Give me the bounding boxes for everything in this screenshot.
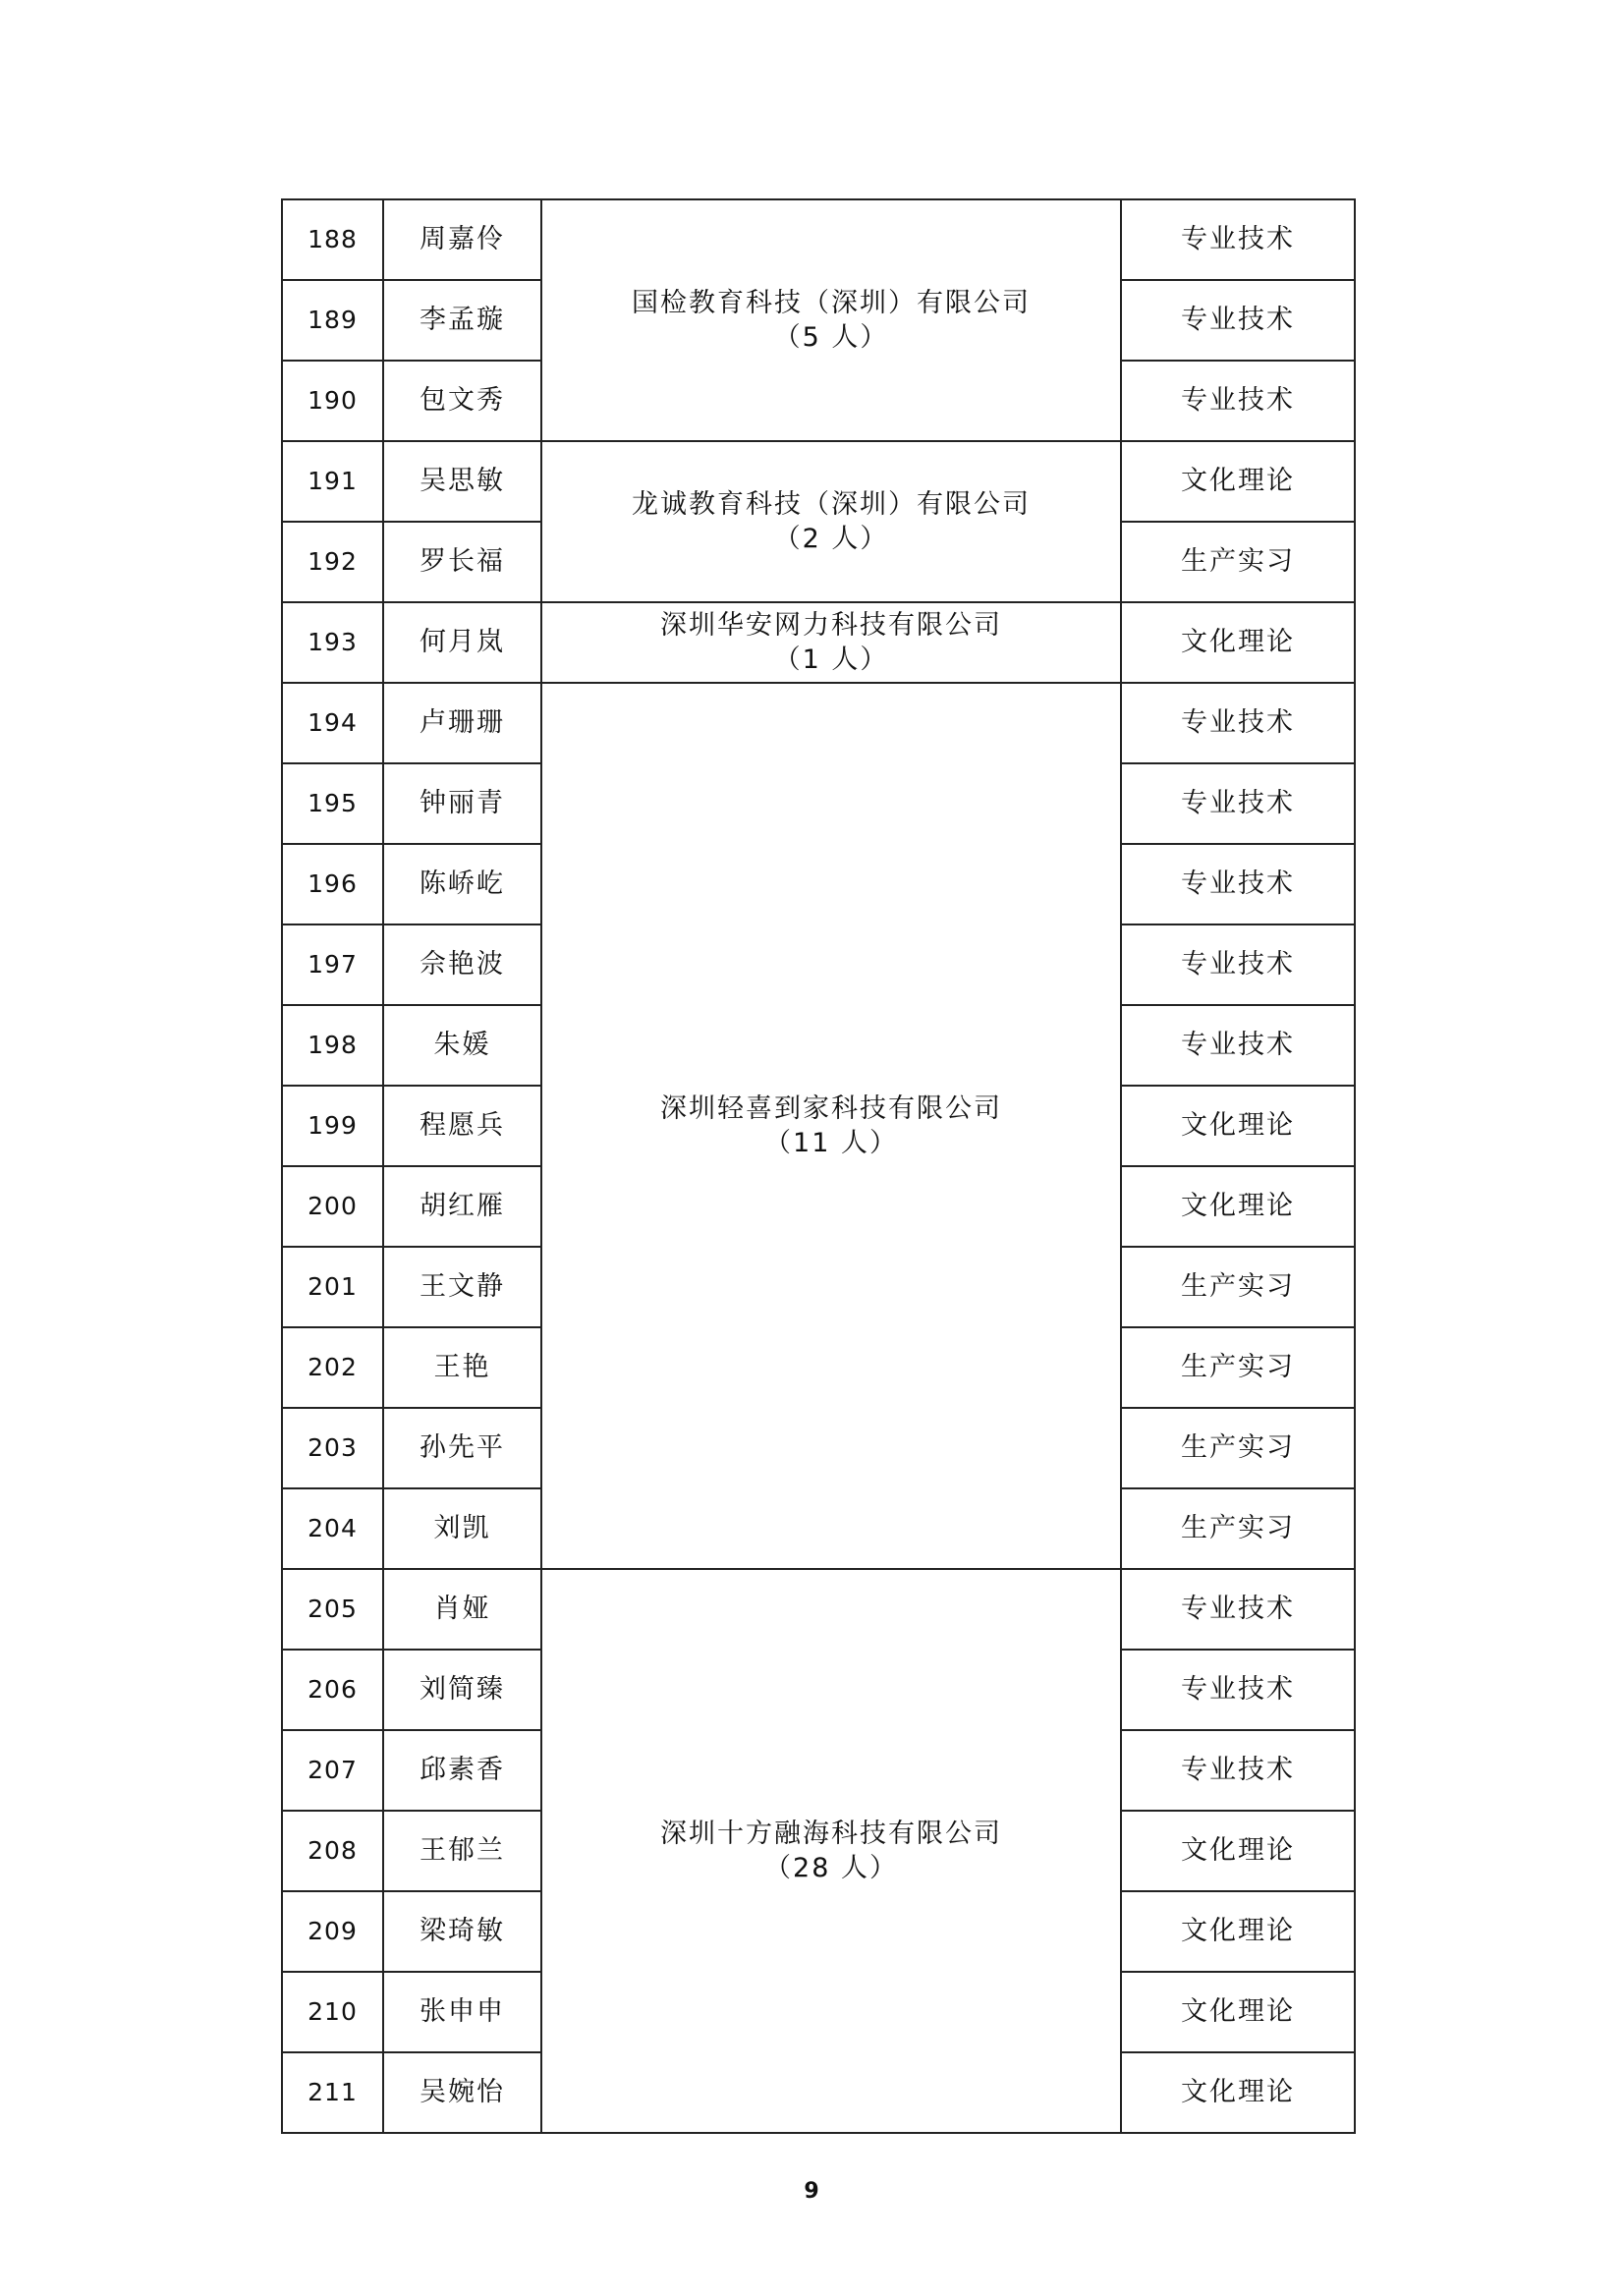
person-name: 刘凯 [383,1488,541,1569]
company-cell [541,602,1121,683]
person-name: 程愿兵 [383,1086,541,1166]
training-category: 专业技术 [1121,280,1355,361]
training-category: 文化理论 [1121,1811,1355,1891]
row-number: 200 [282,1166,383,1247]
row-number: 203 [282,1408,383,1488]
row-number: 194 [282,683,383,763]
row-number: 197 [282,924,383,1005]
row-number: 209 [282,1891,383,1972]
person-name: 肖娅 [383,1569,541,1650]
person-name: 吴婉怡 [383,2052,541,2133]
row-number: 208 [282,1811,383,1891]
training-category: 文化理论 [1121,2052,1355,2133]
training-category: 生产实习 [1121,1488,1355,1569]
person-name: 邱素香 [383,1730,541,1811]
row-number: 199 [282,1086,383,1166]
training-category: 专业技术 [1121,1650,1355,1730]
training-category: 生产实习 [1121,1408,1355,1488]
table-row [282,199,1355,280]
training-category: 专业技术 [1121,1005,1355,1086]
company-name: 深圳十方融海科技有限公司 [660,1818,1002,1849]
company-name: 国检教育科技（深圳）有限公司 [632,287,1031,318]
row-number: 188 [282,199,383,280]
training-category: 文化理论 [1121,1086,1355,1166]
person-name: 钟丽青 [383,763,541,844]
company-name: 深圳轻喜到家科技有限公司 [660,1092,1002,1124]
company-count: （28 人） [764,1853,898,1883]
company-cell [541,1569,1121,2133]
company-name: 龙诚教育科技（深圳）有限公司 [632,488,1031,520]
training-category: 文化理论 [1121,441,1355,522]
person-name: 王艳 [383,1327,541,1408]
training-category: 专业技术 [1121,683,1355,763]
person-name: 包文秀 [383,361,541,441]
person-name: 刘简臻 [383,1650,541,1730]
person-name: 卢珊珊 [383,683,541,763]
table-row [282,441,1355,522]
person-name: 吴思敏 [383,441,541,522]
row-number: 193 [282,602,383,683]
person-name: 梁琦敏 [383,1891,541,1972]
company-count: （1 人） [773,644,889,675]
person-name: 何月岚 [383,602,541,683]
company-name: 深圳华安网力科技有限公司 [660,609,1002,641]
person-name: 王郁兰 [383,1811,541,1891]
person-name: 胡红雁 [383,1166,541,1247]
row-number: 189 [282,280,383,361]
training-category: 专业技术 [1121,199,1355,280]
training-category: 专业技术 [1121,1569,1355,1650]
training-category: 专业技术 [1121,924,1355,1005]
table-row [282,602,1355,683]
row-number: 201 [282,1247,383,1327]
page-number: 9 [804,2179,819,2204]
person-name: 陈峤屹 [383,844,541,924]
row-number: 202 [282,1327,383,1408]
training-category: 生产实习 [1121,1327,1355,1408]
table-row [282,1569,1355,1650]
person-name: 佘艳波 [383,924,541,1005]
training-category: 文化理论 [1121,1166,1355,1247]
person-name: 罗长福 [383,522,541,602]
training-category: 专业技术 [1121,763,1355,844]
training-category: 专业技术 [1121,361,1355,441]
training-category: 文化理论 [1121,1891,1355,1972]
row-number: 205 [282,1569,383,1650]
row-number: 195 [282,763,383,844]
row-number: 196 [282,844,383,924]
person-name: 周嘉伶 [383,199,541,280]
training-category: 文化理论 [1121,602,1355,683]
person-name: 孙先平 [383,1408,541,1488]
row-number: 198 [282,1005,383,1086]
company-count: （11 人） [764,1128,898,1158]
training-category: 专业技术 [1121,1730,1355,1811]
row-number: 190 [282,361,383,441]
row-number: 210 [282,1972,383,2052]
person-name: 朱媛 [383,1005,541,1086]
row-number: 204 [282,1488,383,1569]
company-cell [541,683,1121,1569]
person-name: 李孟璇 [383,280,541,361]
company-count: （5 人） [773,322,889,353]
row-number: 192 [282,522,383,602]
company-cell [541,441,1121,602]
training-category: 专业技术 [1121,844,1355,924]
row-number: 207 [282,1730,383,1811]
person-name: 王文静 [383,1247,541,1327]
row-number: 206 [282,1650,383,1730]
training-category: 生产实习 [1121,1247,1355,1327]
row-number: 211 [282,2052,383,2133]
table-row [282,683,1355,763]
row-number: 191 [282,441,383,522]
company-cell [541,199,1121,441]
training-category: 生产实习 [1121,522,1355,602]
person-name: 张申申 [383,1972,541,2052]
company-count: （2 人） [773,524,889,554]
training-category: 文化理论 [1121,1972,1355,2052]
enrollment-table [281,198,1356,2134]
